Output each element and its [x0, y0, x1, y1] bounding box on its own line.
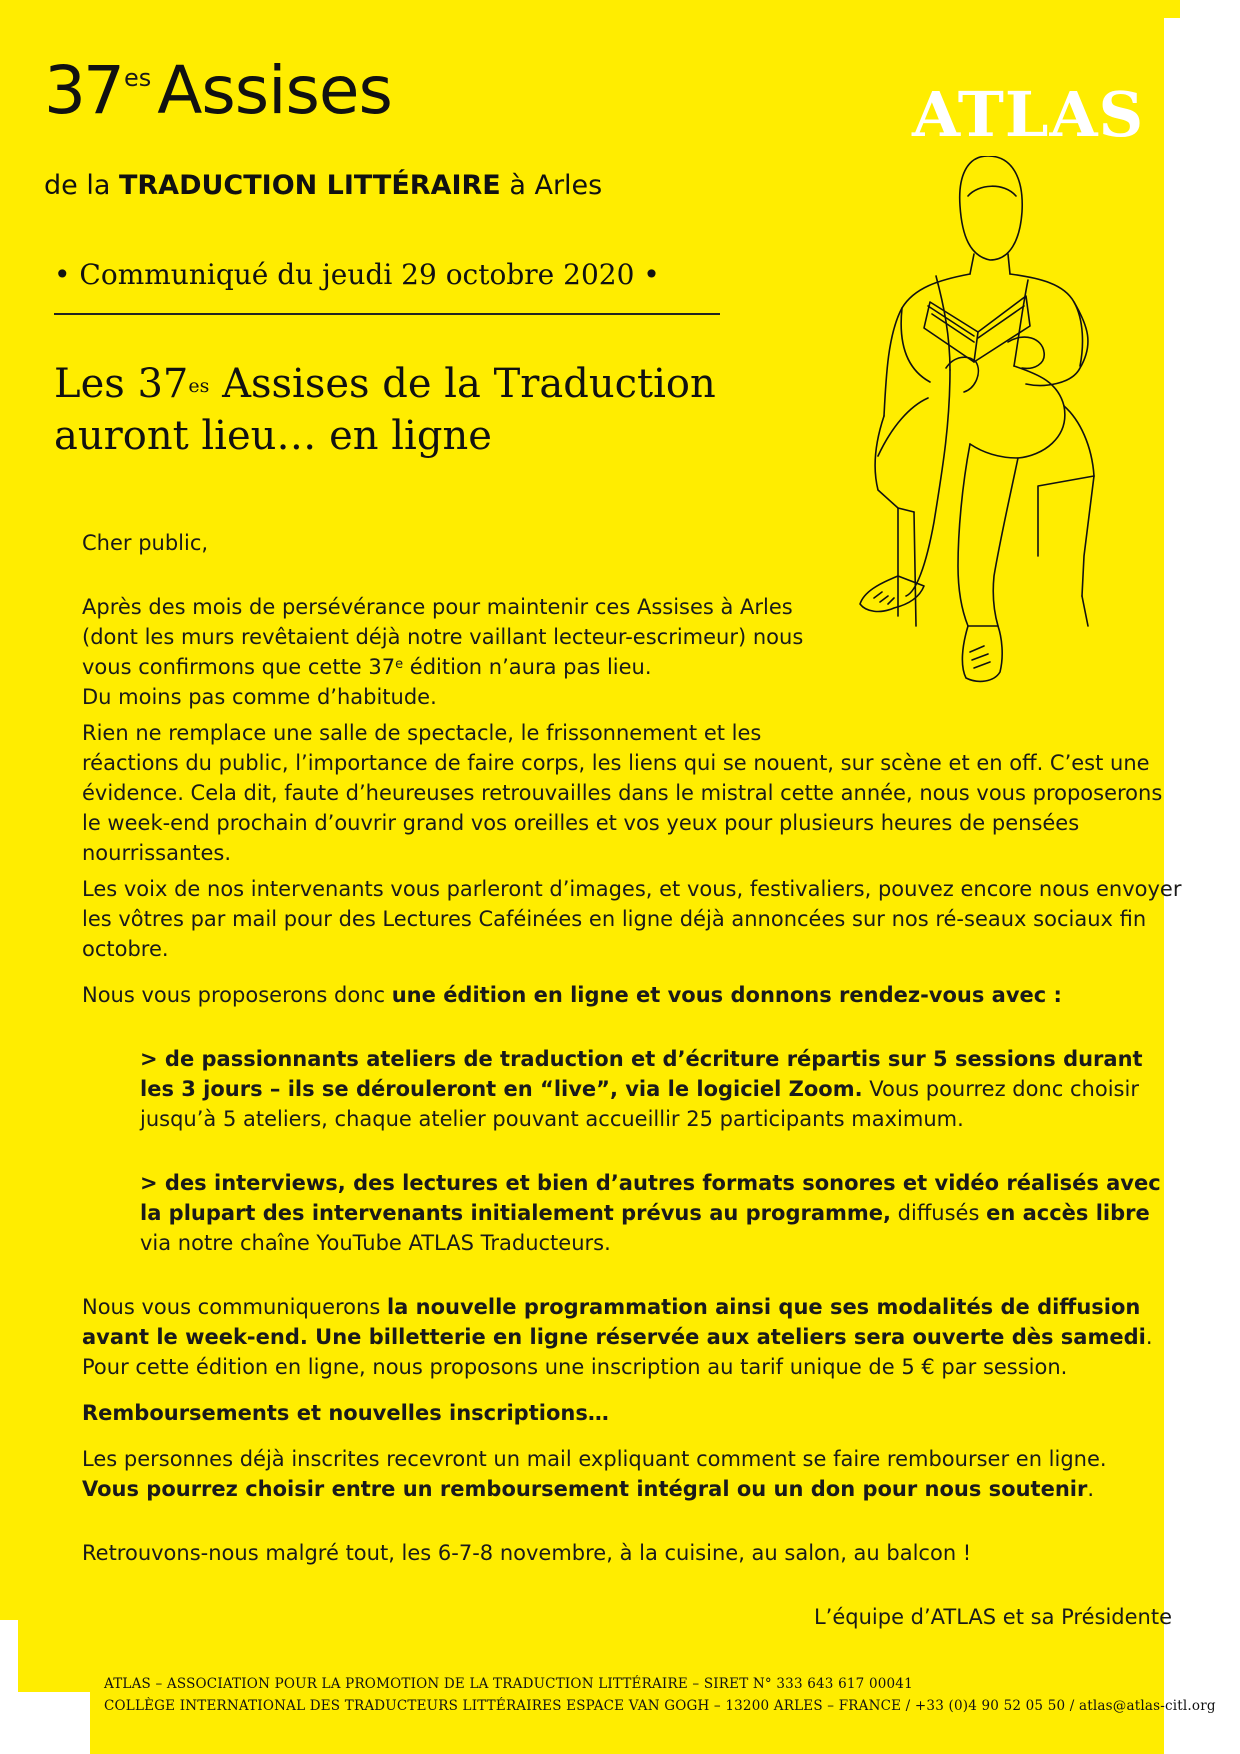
- closing: Retrouvons-nous malgré tout, les 6-7-8 novembre, à la cuisine, au salon, au balcon !: [82, 1541, 972, 1565]
- letter-body: [82, 528, 1182, 1632]
- footer-line-1: ATLAS – ASSOCIATION POUR LA PROMOTION DE LA TRADUCTION LITTÉRAIRE – SIRET N° 333 643 617 00041: [104, 1676, 913, 1692]
- superscript: e: [395, 657, 404, 672]
- bullet-interviews: [82, 1168, 1182, 1258]
- paragraph-text: Pour cette édition en ligne, nous proposons une inscription au tarif unique de 5 € par session.: [82, 1355, 1068, 1379]
- bullet-bold: > de passionnants ateliers de traduction et d’écriture répartis sur 5 sessions durant les 3 jours – ils se dérouleront en “live”, via le logiciel Zoom.: [140, 1047, 1143, 1101]
- paragraph-text: Nous vous proposerons donc: [82, 983, 392, 1007]
- paragraph-text: Nous vous communiquerons: [82, 1295, 387, 1319]
- greeting: Cher public,: [82, 531, 209, 555]
- paragraph-2: [82, 718, 1182, 868]
- paragraph-text: .: [1087, 1477, 1095, 1501]
- headline-line-2: auront lieu… en ligne: [54, 413, 492, 459]
- paragraph-text: réactions du public, l’importance de faire corps, les liens qui se nouent, sur scène et en off. C’est une évidence. Cela dit, faute d’heureuses retrouvailles dans le mistral cette année, nous vous proposerons le week-end prochain d’ouvrir grand vos oreilles et vos yeux pour plusieurs heures de pensées nourrissantes.: [82, 751, 1163, 865]
- paragraph-text: .: [1145, 1325, 1153, 1349]
- paragraph-line: vous confirmons que cette 37: [82, 655, 396, 679]
- bullet-workshops: [82, 1044, 1182, 1134]
- top-notch: [1164, 0, 1180, 18]
- divider: [54, 313, 720, 315]
- bottom-notch: [18, 1692, 90, 1754]
- headline-text: Assises de la Traduction: [209, 361, 716, 407]
- footer: [104, 1673, 1216, 1717]
- paragraph-1: [82, 592, 1182, 712]
- paragraph-5: [82, 1292, 1182, 1382]
- event-logo: [44, 52, 392, 129]
- bullet-text: diffusés: [891, 1201, 987, 1225]
- atlas-logo: ATLAS: [912, 78, 1145, 151]
- paragraph-line: Rien ne remplace une salle de spectacle, le frissonnement et les: [82, 721, 762, 745]
- left-white-margin: [0, 1620, 18, 1754]
- paragraph-4: [82, 980, 1182, 1010]
- headline-line-1: [54, 358, 794, 410]
- logo-number: 37: [44, 52, 122, 129]
- paragraph-3: Les voix de nos intervenants vous parleront d’images, et vous, festivaliers, pouvez encore nous envoyer les vôtres par mail pour des Lectures Caféinées en ligne déjà annoncées sur nos ré-seaux sociaux fin octobre.: [82, 877, 1182, 961]
- refund-paragraph: [82, 1444, 1182, 1504]
- paragraph-line: édition n’aura pas lieu.: [403, 655, 652, 679]
- headline-text: Les 37: [54, 361, 189, 407]
- paragraph-bold: la nouvelle programmation ainsi que ses modalités de diffusion avant le week-end. Une billetterie en ligne réservée aux ateliers sera ouverte dès samedi: [82, 1295, 1146, 1349]
- bullet-text: via notre chaîne YouTube ATLAS Traducteurs.: [140, 1231, 611, 1255]
- bullet-text: Vous pourrez donc choisir jusqu’à 5 ateliers, chaque atelier pouvant accueillir 25 participants maximum.: [140, 1077, 1139, 1131]
- logo-sup: es: [123, 64, 152, 92]
- paragraph-text: Les personnes déjà inscrites recevront un mail expliquant comment se faire rembourser en ligne.: [82, 1447, 1107, 1471]
- paragraph-line: Après des mois de persévérance pour maintenir ces Assises à Arles: [82, 595, 793, 619]
- footer-line-2: COLLÈGE INTERNATIONAL DES TRADUCTEURS LITTÉRAIRES ESPACE VAN GOGH – 13200 ARLES – FRANCE / +33 (0)4 90 52 05 50 / atlas@atlas-citl.org: [104, 1698, 1216, 1714]
- paragraph-line: (dont les murs revêtaient déjà notre vaillant lecteur-escrimeur) nous: [82, 625, 804, 649]
- headline-sup: es: [188, 375, 210, 397]
- refund-title: Remboursements et nouvelles inscriptions…: [82, 1401, 609, 1425]
- subtitle-post: à Arles: [500, 170, 603, 201]
- bullet-bold: > des interviews, des lectures et bien d’autres formats sonores et vidéo réalisés avec la plupart des intervenants initialement prévus au programme,: [140, 1171, 1161, 1225]
- bullet-bold: en accès libre: [986, 1201, 1150, 1225]
- signature: L’équipe d’ATLAS et sa Présidente: [813, 1605, 1172, 1629]
- press-release-date: • Communiqué du jeudi 29 octobre 2020 •: [54, 258, 660, 291]
- paragraph-bold: une édition en ligne et vous donnons rendez-vous avec :: [391, 983, 1062, 1007]
- event-subtitle: [44, 170, 602, 201]
- paragraph-bold: Vous pourrez choisir entre un remboursement intégral ou un don pour nous soutenir: [82, 1477, 1088, 1501]
- paragraph-line: Du moins pas comme d’habitude.: [82, 685, 437, 709]
- subtitle-pre: de la: [44, 170, 119, 201]
- logo-word: Assises: [157, 52, 392, 129]
- headline: [54, 358, 794, 462]
- subtitle-bold: TRADUCTION LITTÉRAIRE: [118, 170, 501, 201]
